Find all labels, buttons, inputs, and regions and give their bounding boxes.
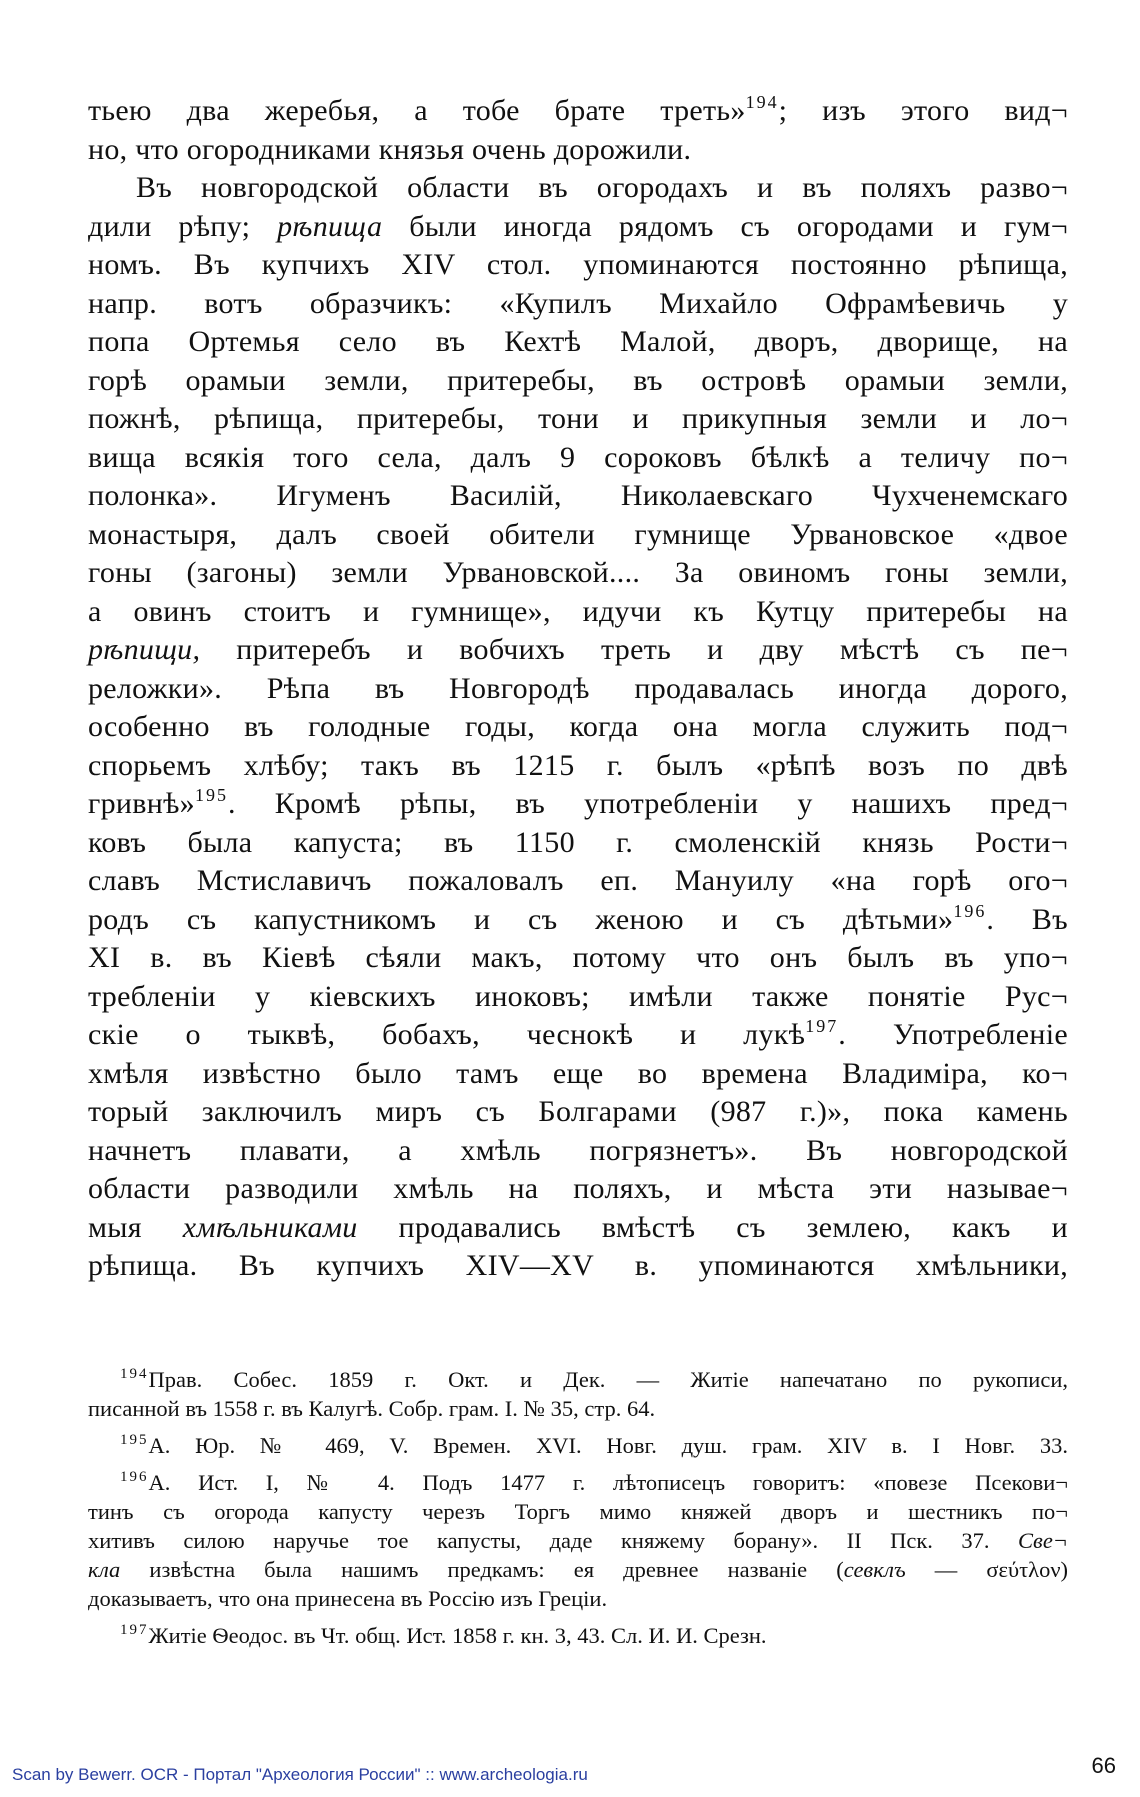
footnote-marker: 194 xyxy=(120,1366,149,1382)
text-run: . Въ xyxy=(986,902,1068,936)
footnote-marker: 195 xyxy=(120,1432,149,1448)
footnote-line xyxy=(88,1468,1068,1497)
text-run: дили рѣпу; xyxy=(88,209,278,243)
footnote xyxy=(88,1468,1068,1613)
text-line xyxy=(88,208,1068,247)
text-run: области разводили хмѣль на поляхъ, и мѣста эти называе¬ xyxy=(88,1172,1068,1205)
text-line xyxy=(88,593,1068,632)
footnote-line xyxy=(88,1431,1068,1460)
text-line xyxy=(88,1209,1068,1248)
footnote xyxy=(88,1621,1068,1650)
text-run: рѣпища. Въ купчихъ XIV—XV в. упоминаются хмѣльники, xyxy=(88,1249,1068,1282)
italic-term: хмѣльниками xyxy=(182,1210,358,1244)
text-run: . Употребленіе xyxy=(838,1018,1068,1051)
text-line xyxy=(88,131,1068,170)
footnote-marker: 196 xyxy=(953,900,987,921)
footnote-line xyxy=(88,1394,1068,1423)
text-run: извѣстна была нашимъ предкамъ: ея древнее названіе ( xyxy=(120,1557,844,1582)
text-run: хитивъ силою наручье тое капусты, даде княжему борану». II Пск. 37. xyxy=(88,1528,1019,1553)
footnote-marker: 195 xyxy=(194,785,228,805)
text-run: напр. вотъ образчикъ: «Купилъ Михайло Офрамѣевичь у xyxy=(88,286,1068,320)
text-line xyxy=(88,1247,1068,1286)
italic-term: рѣпищи, xyxy=(88,633,201,666)
text-line xyxy=(88,439,1068,478)
footnote-marker: 194 xyxy=(745,92,779,112)
text-run: требленіи у кіевскихъ иноковъ; имѣли также понятіе Рус¬ xyxy=(88,979,1068,1013)
text-run: торый заключилъ миръ съ Болгарами (987 г.)», пока камень xyxy=(88,1095,1068,1128)
text-run: доказываетъ, что она принесена въ Россію изъ Греціи. xyxy=(88,1586,608,1611)
text-run: номъ. Въ купчихъ XIV стол. упоминаются постоянно рѣпища, xyxy=(88,248,1068,281)
text-line xyxy=(88,1055,1068,1094)
text-run: . Кромѣ рѣпы, въ употребленіи у нашихъ пред¬ xyxy=(227,787,1068,820)
footnote-line xyxy=(88,1365,1068,1394)
text-line xyxy=(88,631,1068,670)
text-run: вища всякія того села, далъ 9 сороковъ бѣлкѣ а теличу по¬ xyxy=(88,440,1068,474)
text-run: но, что огородниками князья очень дорожили. xyxy=(88,132,692,166)
text-line xyxy=(88,939,1068,978)
text-line xyxy=(88,978,1068,1017)
text-line xyxy=(88,516,1068,555)
italic-term: Све¬ xyxy=(1018,1528,1068,1553)
text-run: хмѣля извѣстно было тамъ еще во времена Владиміра, ко¬ xyxy=(88,1056,1068,1090)
text-run: скіе о тыквѣ, бобахъ, чеснокѣ и лукѣ xyxy=(88,1018,806,1051)
text-line xyxy=(88,92,1068,131)
footnote xyxy=(88,1431,1068,1460)
text-run: тинъ съ огорода капусту черезъ Торгъ мимо княжей дворъ и шестникъ по¬ xyxy=(88,1499,1068,1524)
scan-credit: Scan by Bewerr. OCR - Портал "Археология России" :: www.archeologia.ru xyxy=(12,1765,588,1784)
text-line xyxy=(88,400,1068,439)
text-run: реложки». Рѣпа въ Новгородѣ продавалась иногда дорого, xyxy=(88,671,1068,705)
text-run: Въ новгородской области въ огородахъ и въ поляхъ разво¬ xyxy=(136,171,1068,204)
text-line xyxy=(88,708,1068,747)
text-run: славъ Мстиславичъ пожаловалъ еп. Мануилу «на горѣ ого¬ xyxy=(88,864,1068,897)
text-run: монастыря, далъ своей обители гумнище Урвановское «двое xyxy=(88,517,1068,551)
main-text xyxy=(88,92,1068,1286)
text-line xyxy=(88,323,1068,362)
text-line xyxy=(88,824,1068,863)
footnote-line xyxy=(88,1584,1068,1613)
text-run: ковъ была капуста; въ 1150 г. смоленскій князь Рости¬ xyxy=(88,825,1068,859)
text-run: полонка». Игуменъ Василій, Николаевскаго Чухченемскаго xyxy=(88,479,1068,512)
text-line xyxy=(88,246,1068,285)
text-run: а овинъ стоитъ и гумнище», идучи къ Кутцу притеребы на xyxy=(88,594,1068,628)
text-run: родъ съ капустникомъ и съ женою и съ дѣтьми» xyxy=(88,902,954,936)
text-line xyxy=(88,1170,1068,1209)
text-line xyxy=(88,862,1068,901)
text-line xyxy=(88,1093,1068,1132)
text-run: А. Ист. I, № 4. Подъ 1477 г. лѣтописецъ говоритъ: «повезе Псекови¬ xyxy=(148,1470,1068,1495)
text-run: горѣ орамыи земли, притеребы, въ островѣ орамыи земли, xyxy=(88,363,1068,397)
footnote-marker: 196 xyxy=(120,1469,149,1485)
text-line xyxy=(88,1016,1068,1055)
text-run: пожнѣ, рѣпища, притеребы, тони и прикупныя земли и ло¬ xyxy=(88,402,1068,435)
text-run: притеребъ и вобчихъ треть и дву мѣстѣ съ пе¬ xyxy=(200,633,1068,666)
text-run: продавались вмѣстѣ съ землею, какъ и xyxy=(357,1210,1069,1244)
footnote-marker: 197 xyxy=(805,1016,839,1036)
text-run: А. Юр. № 469, V. Времен. XVI. Новг. душ. грам. XIV в. I Новг. 33. xyxy=(148,1433,1068,1458)
text-run: писанной въ 1558 г. въ Калугѣ. Собр. грам. I. № 35, стр. 64. xyxy=(88,1396,656,1421)
text-run: попа Ортемья село въ Кехтѣ Малой, дворъ, дворище, на xyxy=(88,325,1068,358)
text-run: начнетъ плавати, а хмѣль погрязнетъ». Въ новгородской xyxy=(88,1133,1068,1167)
text-run: ; изъ этого вид¬ xyxy=(778,94,1068,127)
text-line xyxy=(88,285,1068,324)
footnote-line xyxy=(88,1497,1068,1526)
footnote-line xyxy=(88,1621,1068,1650)
text-run: особенно въ голодные годы, когда она могла служить под¬ xyxy=(88,710,1068,743)
text-line xyxy=(88,477,1068,516)
text-run: Житіе Ѳеодос. въ Чт. общ. Ист. 1858 г. кн. 3, 43. Сл. И. И. Срезн. xyxy=(148,1623,767,1648)
text-line xyxy=(88,747,1068,786)
text-run: — σεύτλον) xyxy=(905,1557,1069,1582)
footnotes xyxy=(88,1365,1068,1650)
text-run: гривнѣ» xyxy=(88,787,195,820)
footnote-line xyxy=(88,1555,1068,1584)
italic-term: севклъ xyxy=(843,1557,906,1582)
text-line xyxy=(88,785,1068,824)
text-run: спорьемъ хлѣбу; такъ въ 1215 г. былъ «рѣпѣ возъ по двѣ xyxy=(88,748,1068,782)
page-number: 66 xyxy=(1091,1753,1116,1778)
text-run: гоны (загоны) земли Урвановской.... За овиномъ гоны земли, xyxy=(88,556,1068,589)
text-line xyxy=(88,554,1068,593)
text-run: Прав. Собес. 1859 г. Окт. и Дек. — Житіе напечатано по рукописи, xyxy=(148,1367,1068,1392)
text-run: мыя xyxy=(88,1210,183,1244)
text-run: тьею два жеребья, а тобе брате треть» xyxy=(88,94,746,127)
text-line xyxy=(88,169,1068,208)
text-line xyxy=(88,901,1068,940)
text-run: были иногда рядомъ съ огородами и гум¬ xyxy=(382,209,1068,243)
text-line xyxy=(88,670,1068,709)
italic-term: кла xyxy=(88,1557,121,1582)
italic-term: рѣпища xyxy=(277,209,383,243)
footnote xyxy=(88,1365,1068,1423)
footnote-line xyxy=(88,1526,1068,1555)
text-line xyxy=(88,362,1068,401)
text-line xyxy=(88,1132,1068,1171)
footnote-marker: 197 xyxy=(120,1622,149,1638)
text-run: XI в. въ Кіевѣ сѣяли макъ, потому что онъ былъ въ упо¬ xyxy=(88,941,1068,974)
